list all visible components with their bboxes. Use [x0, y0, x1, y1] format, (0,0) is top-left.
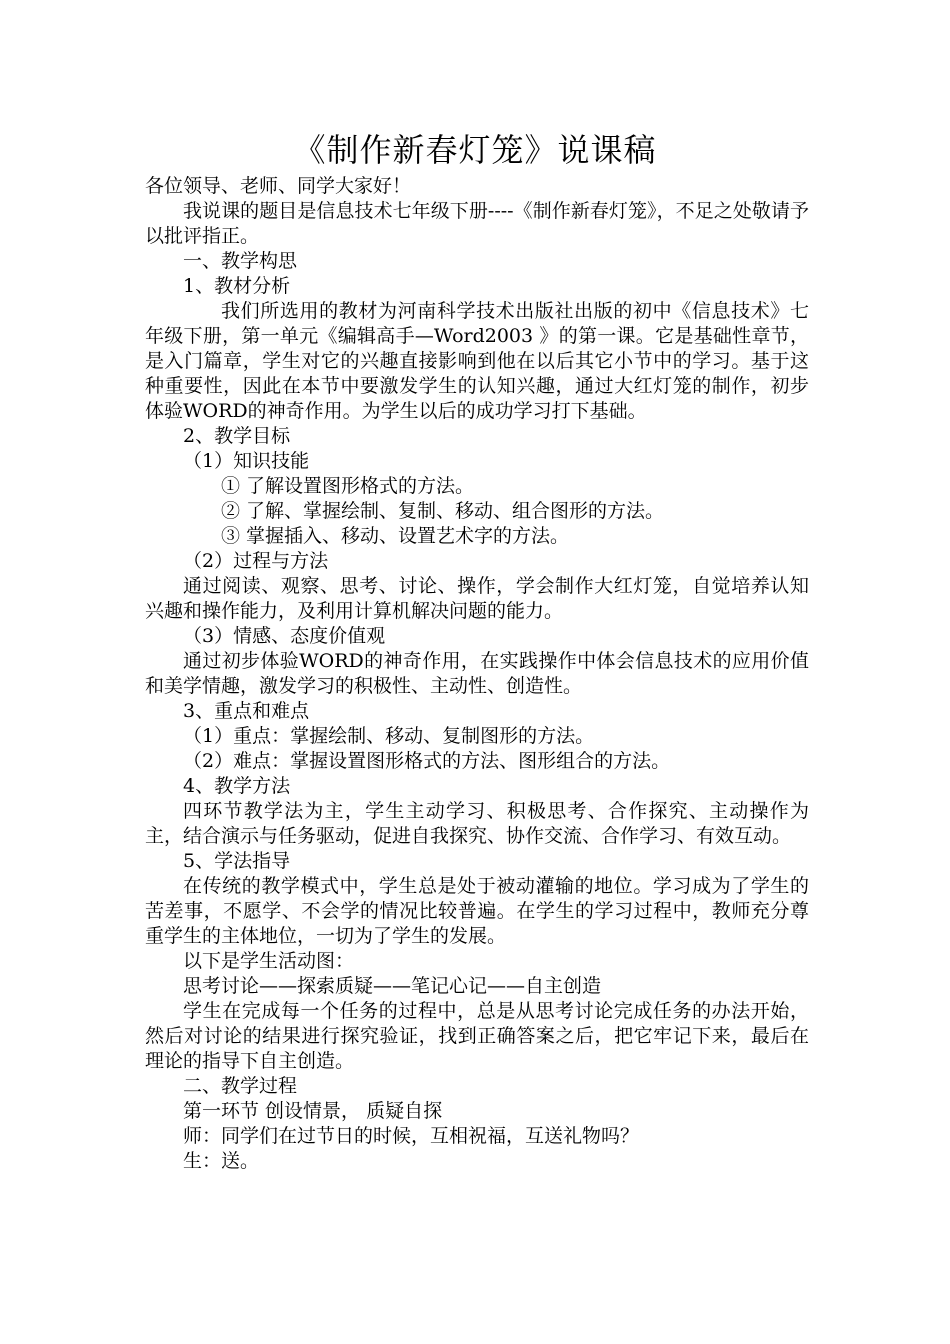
goal-item-3: ③ 掌握插入、移动、设置艺术字的方法。	[221, 525, 570, 547]
goal-heading-knowledge-skills: （1）知识技能	[183, 450, 310, 472]
subsection-heading-key-difficult: 3、重点和难点	[183, 700, 310, 722]
activity-diagram-intro: 以下是学生活动图：	[183, 950, 355, 972]
section-heading-teaching-process: 二、教学过程	[183, 1075, 298, 1097]
document-title: 《制作新春灯笼》说课稿	[293, 131, 657, 169]
key-point-item: （1）重点：掌握绘制、移动、复制图形的方法。	[183, 725, 595, 747]
learning-guidance-paragraph: 在传统的教学模式中，学生总是处于被动灌输的地位。学习成为了学生的苦差事，不愿学、不会学的情况比较普遍。在学生的学习过程中，教师充分尊重学生的主体地位，一切为了学生的发展。	[145, 875, 809, 947]
section-heading-teaching-concept: 一、教学构思	[183, 250, 298, 272]
stage-one-heading: 第一环节 创设情景， 质疑自探	[183, 1100, 443, 1122]
activity-explanation-paragraph: 学生在完成每一个任务的过程中，总是从思考讨论完成任务的办法开始，然后对讨论的结果进行探究验证，找到正确答案之后，把它牢记下来，最后在理论的指导下自主创造。	[145, 1000, 809, 1072]
goal-item-2: ② 了解、掌握绘制、复制、移动、组合图形的方法。	[221, 500, 665, 522]
goal-item-1: ① 了解设置图形格式的方法。	[221, 475, 475, 497]
goal-heading-process-method: （2）过程与方法	[183, 550, 329, 572]
material-analysis-paragraph: 我们所选用的教材为河南科学技术出版社出版的初中《信息技术》七年级下册，第一单元《编辑高手—Word2003 》的第一课。它是基础性章节，是入门篇章，学生对它的兴趣直接影响到他在以后其它小节中的学习。基于这种重要性，因此在本节中要激发学生的认知兴趣，通过大红灯笼的制作，初步体验WORD的神奇作用。为学生以后的成功学习打下基础。	[145, 300, 809, 422]
subsection-heading-learning-guidance: 5、学法指导	[183, 850, 291, 872]
greeting-paragraph: 各位领导、老师、同学大家好！	[145, 175, 412, 197]
difficult-point-item: （2）难点：掌握设置图形格式的方法、图形组合的方法。	[183, 750, 671, 772]
teacher-line: 师：同学们在过节日的时候，互相祝福，互送礼物吗？	[183, 1125, 640, 1147]
document-body	[145, 174, 809, 1174]
subsection-heading-teaching-method: 4、教学方法	[183, 775, 291, 797]
student-line: 生：送。	[183, 1150, 260, 1172]
teaching-method-paragraph: 四环节教学法为主，学生主动学习、积极思考、合作探究、主动操作为主，结合演示与任务驱动，促进自我探究、协作交流、合作学习、有效互动。	[145, 800, 809, 847]
emotion-attitude-paragraph: 通过初步体验WORD的神奇作用，在实践操作中体会信息技术的应用价值和美学情趣，激发学习的积极性、主动性、创造性。	[145, 650, 809, 697]
activity-diagram-flow: 思考讨论——探索质疑——笔记心记——自主创造	[183, 975, 602, 997]
intro-paragraph: 我说课的题目是信息技术七年级下册----《制作新春灯笼》，不足之处敬请予以批评指正。	[145, 200, 809, 247]
subsection-heading-material-analysis: 1、教材分析	[183, 275, 291, 297]
subsection-heading-teaching-goals: 2、教学目标	[183, 425, 291, 447]
goal-heading-emotion-attitude: （3）情感、态度价值观	[183, 625, 386, 647]
process-method-paragraph: 通过阅读、观察、思考、讨论、操作，学会制作大红灯笼，自觉培养认知兴趣和操作能力，及利用计算机解决问题的能力。	[145, 575, 809, 622]
